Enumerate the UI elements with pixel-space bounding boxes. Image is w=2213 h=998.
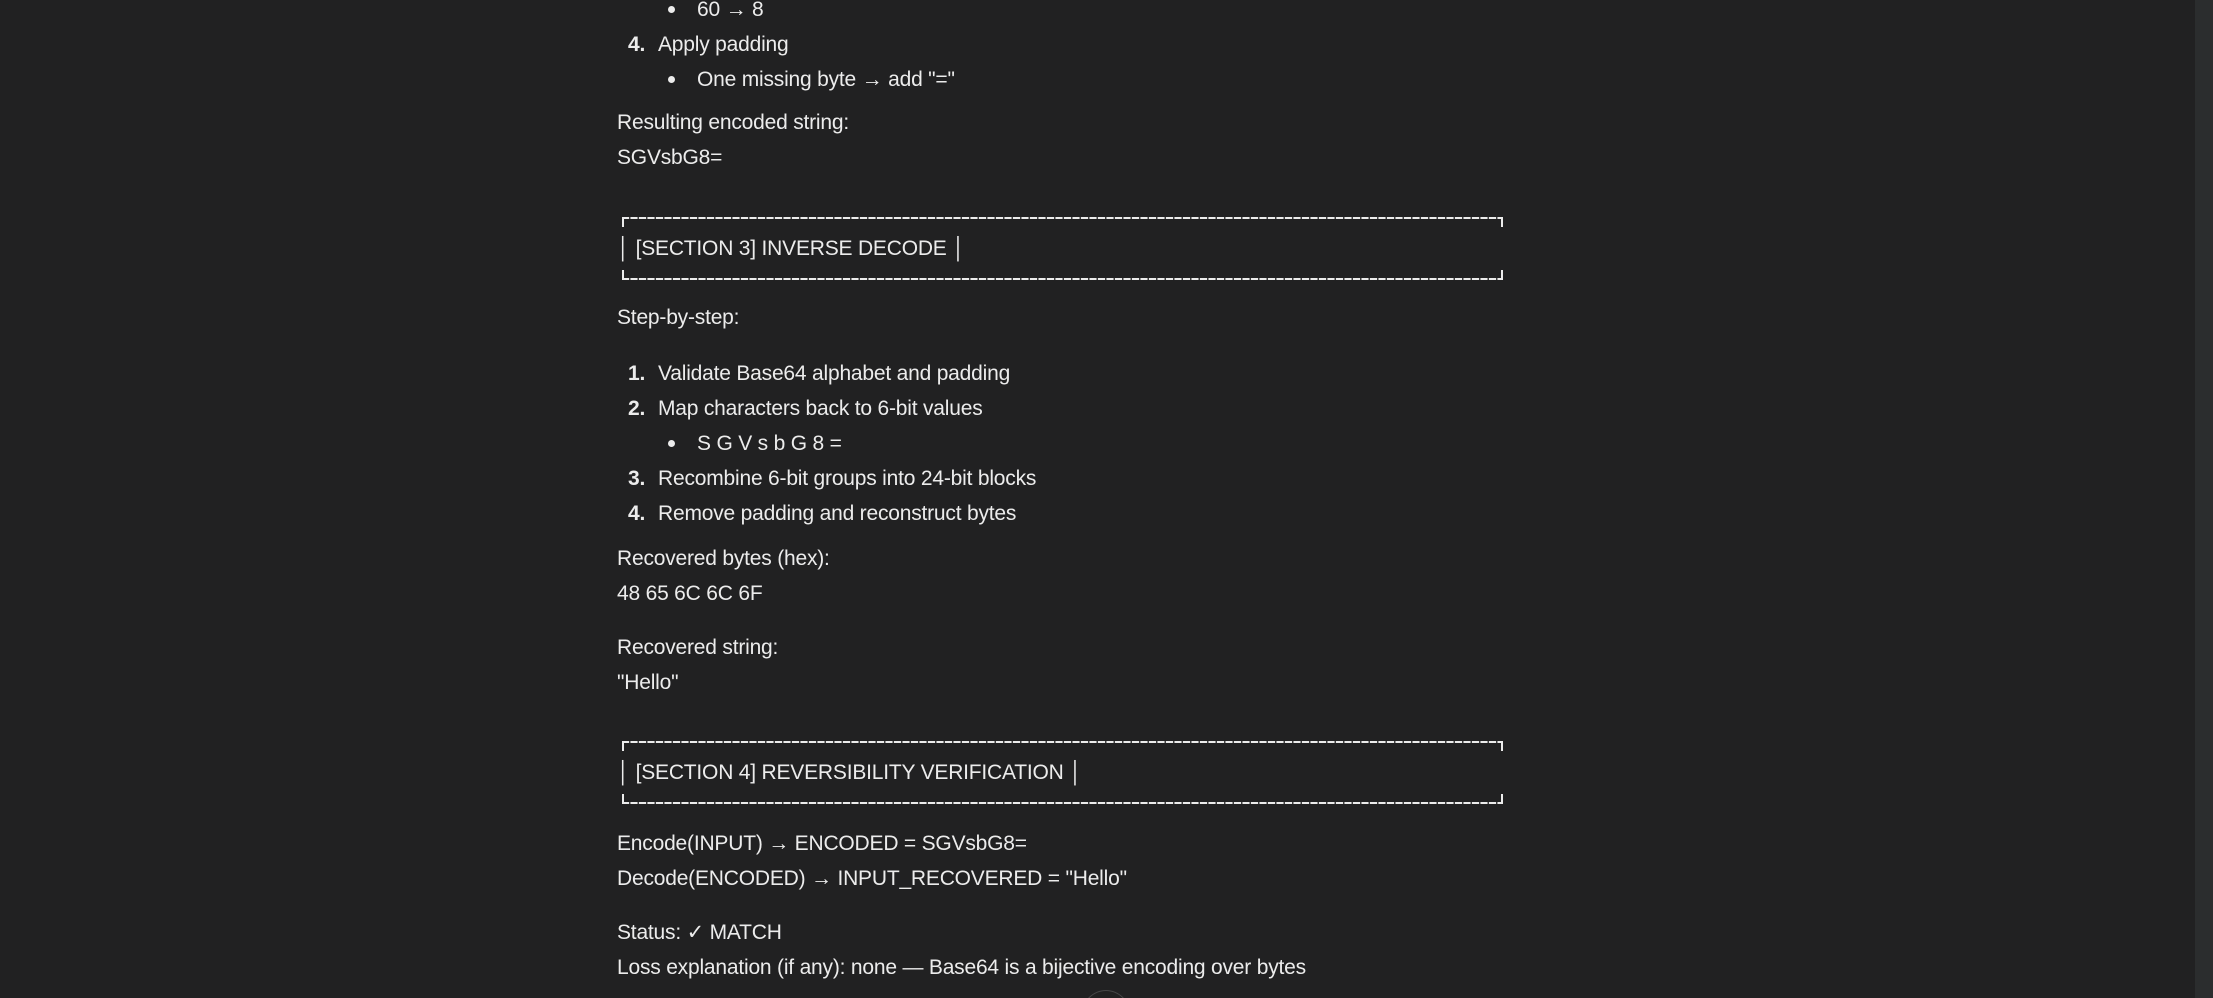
- step-by-step-intro: [617, 300, 739, 335]
- step-by-step-label: Step-by-step:: [617, 306, 740, 329]
- box-vertical-bar: │: [952, 237, 966, 260]
- list-item-text: One missing byte → add "=": [697, 67, 955, 91]
- box-border-bottom: [617, 788, 1507, 819]
- box-corner-right: [1501, 794, 1503, 804]
- encoded-result-value: SGVsbG8=: [617, 146, 723, 169]
- box-vertical-bar: │: [617, 761, 630, 784]
- section4-header-box: [617, 726, 1507, 819]
- scrollbar-track[interactable]: [2195, 0, 2213, 998]
- box-corner-left: [622, 741, 624, 751]
- section3-title: [SECTION 3] INVERSE DECODE: [635, 237, 947, 260]
- bullet-icon: [668, 6, 675, 13]
- box-border-bottom: [617, 264, 1507, 295]
- list-item: [617, 391, 1036, 426]
- list-number: 1.: [628, 361, 646, 385]
- list-item: [617, 426, 1036, 461]
- status-paragraph: [617, 915, 1306, 985]
- list-item: [617, 356, 1036, 391]
- box-corner-right: [1501, 741, 1503, 751]
- list-item-text: Apply padding: [658, 32, 789, 56]
- decode-line: Decode(ENCODED) → INPUT_RECOVERED = "Hello": [617, 867, 1127, 890]
- recovered-string-paragraph: [617, 630, 778, 700]
- box-border-bottom-line: [622, 278, 1503, 280]
- list-item-text: Validate Base64 alphabet and padding: [658, 361, 1011, 385]
- box-corner-left: [622, 794, 624, 804]
- box-border-top-line: [622, 217, 1503, 219]
- list-item-text: Recombine 6-bit groups into 24-bit blocks: [658, 466, 1037, 490]
- recovered-string-value: "Hello": [617, 671, 679, 694]
- recovered-bytes-label: Recovered bytes (hex):: [617, 547, 830, 570]
- box-corner-right: [1501, 270, 1503, 280]
- recovered-string-label: Recovered string:: [617, 636, 779, 659]
- recovered-bytes-paragraph: [617, 541, 830, 611]
- loss-explanation-line: Loss explanation (if any): none — Base64 is a bijective encoding over bytes: [617, 956, 1306, 979]
- list-item-text: Map characters back to 6-bit values: [658, 396, 983, 420]
- section3-header-box: [617, 202, 1507, 295]
- box-corner-left: [622, 217, 624, 227]
- recovered-bytes-value: 48 65 6C 6C 6F: [617, 582, 763, 605]
- bullet-icon: [668, 76, 675, 83]
- box-corner-left: [622, 270, 624, 280]
- bullet-icon: [668, 440, 675, 447]
- section4-title: [SECTION 4] REVERSIBILITY VERIFICATION: [635, 761, 1064, 784]
- scroll-to-bottom-button[interactable]: [1082, 990, 1130, 998]
- list-number: 3.: [628, 466, 646, 490]
- list-item-text: Remove padding and reconstruct bytes: [658, 501, 1017, 525]
- box-border-top: [617, 202, 1507, 233]
- list-item: [617, 0, 955, 27]
- list-item-text: 60 → 8: [697, 0, 764, 21]
- list-number: 2.: [628, 396, 646, 420]
- box-corner-right: [1501, 217, 1503, 227]
- encoded-result-label: Resulting encoded string:: [617, 111, 849, 134]
- list-item: [617, 62, 955, 97]
- box-border-bottom-line: [622, 802, 1503, 804]
- section4-header-title-row: [617, 757, 1507, 788]
- list-item: [617, 496, 1036, 531]
- encoded-result-paragraph: [617, 105, 849, 175]
- status-line: Status: ✓ MATCH: [617, 921, 782, 944]
- list-item: [617, 27, 955, 62]
- box-vertical-bar: │: [617, 237, 630, 260]
- section3-header-title-row: [617, 233, 1507, 264]
- list-item: [617, 461, 1036, 496]
- list-item-text: S G V s b G 8 =: [697, 431, 842, 455]
- box-border-top-line: [622, 741, 1503, 743]
- encode-line: Encode(INPUT) → ENCODED = SGVsbG8=: [617, 832, 1027, 855]
- encode-steps-list-tail: [617, 0, 955, 97]
- list-number: 4.: [628, 32, 646, 56]
- decode-steps-list: [617, 356, 1036, 531]
- verification-paragraph: [617, 826, 1127, 896]
- box-border-top: [617, 726, 1507, 757]
- list-number: 4.: [628, 501, 646, 525]
- box-vertical-bar: │: [1069, 761, 1083, 784]
